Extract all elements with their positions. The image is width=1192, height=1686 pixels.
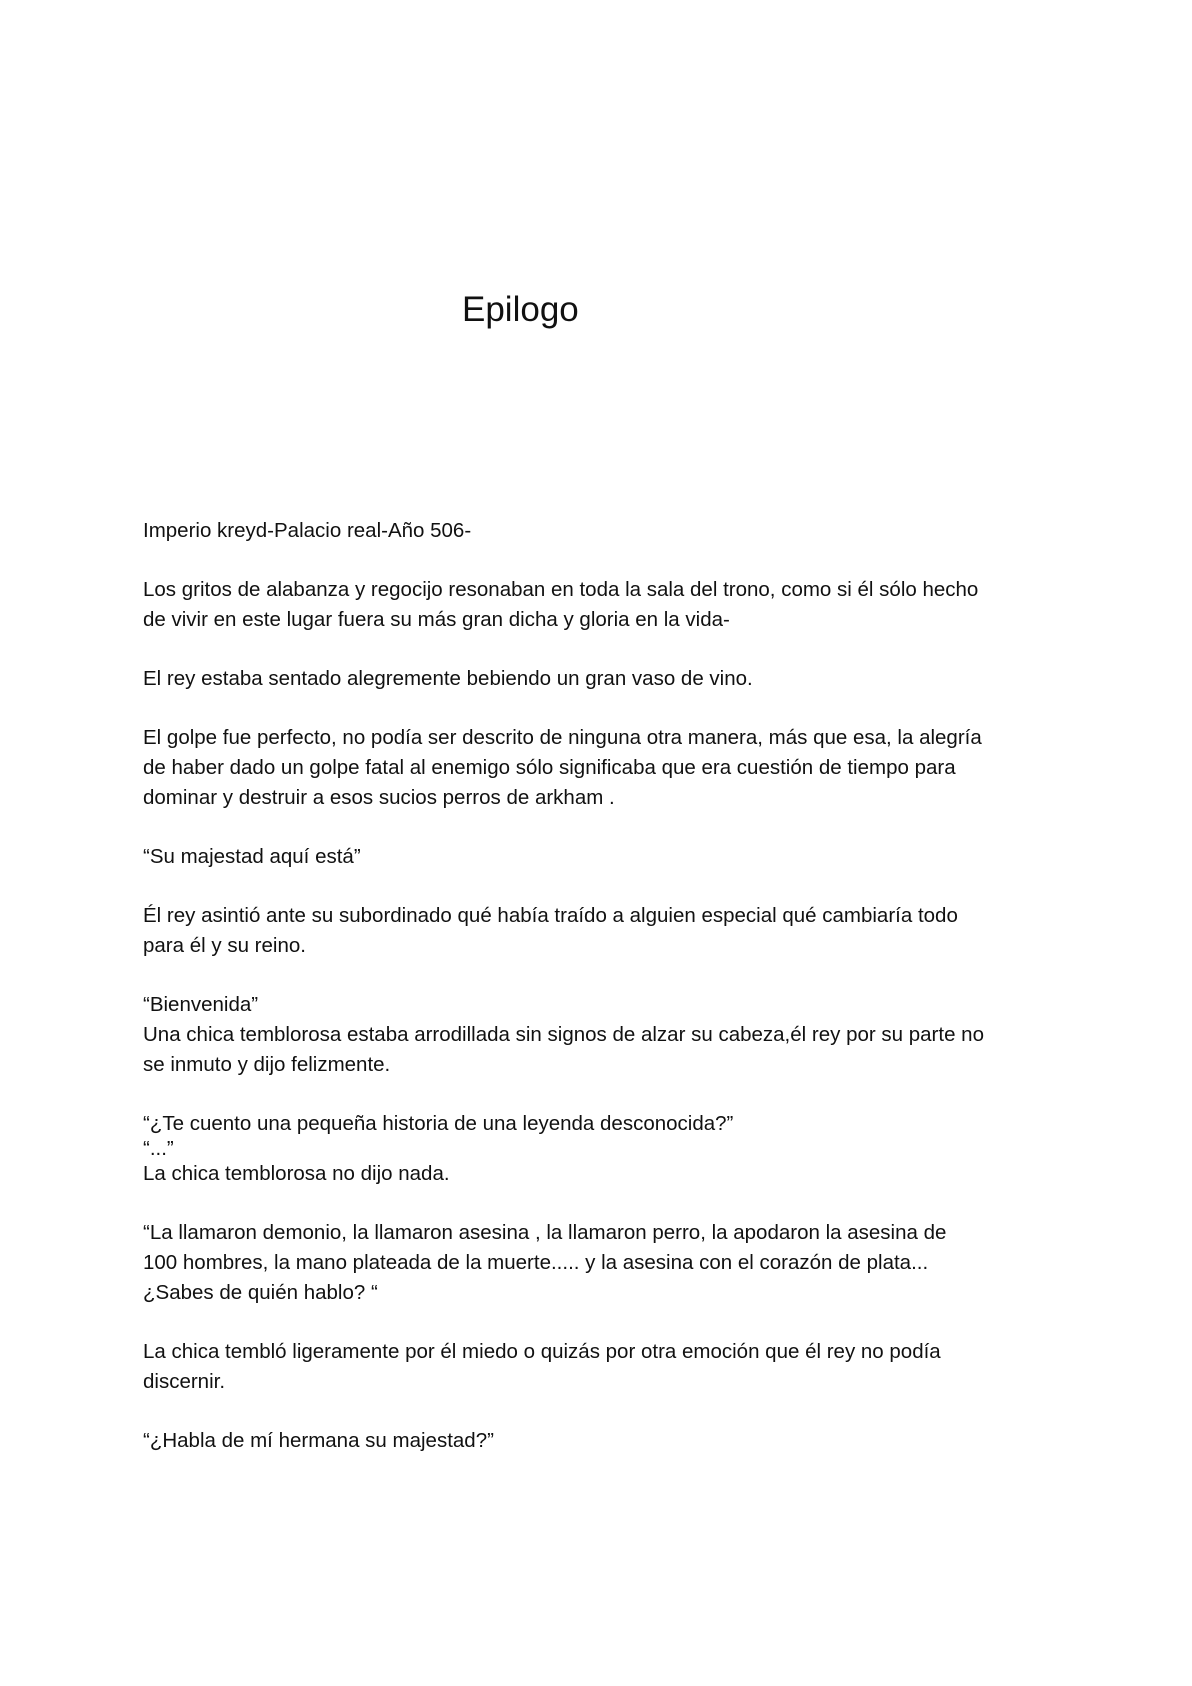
text-line: 100 hombres, la mano plateada de la muerte..... y la asesina con el corazón de plata... — [143, 1251, 929, 1274]
paragraph — [143, 723, 1073, 813]
text-line: Imperio kreyd-Palacio real-Año 506- — [143, 519, 472, 542]
text-line: “Su majestad aquí está” — [143, 845, 361, 868]
text-line: se inmuto y dijo felizmente. — [143, 1053, 391, 1076]
paragraph — [143, 1218, 1073, 1308]
text-line: ¿Sabes de quién hablo? “ — [143, 1281, 378, 1304]
text-line: de vivir en este lugar fuera su más gran dicha y gloria en la vida- — [143, 608, 730, 631]
text-line: La chica tembló ligeramente por él miedo o quizás por otra emoción que él rey no podía — [143, 1340, 941, 1363]
text-line: “Bienvenida” — [143, 993, 259, 1016]
text-line: La chica temblorosa no dijo nada. — [143, 1162, 450, 1185]
paragraph — [143, 575, 1073, 635]
paragraph — [143, 901, 1073, 961]
text-line: El rey estaba sentado alegremente bebiendo un gran vaso de vino. — [143, 667, 753, 690]
paragraph — [143, 1337, 1073, 1397]
text-line: Él rey asintió ante su subordinado qué había traído a alguien especial qué cambiaría todo — [143, 904, 958, 927]
paragraph — [143, 664, 1073, 694]
text-line: Una chica temblorosa estaba arrodillada sin signos de alzar su cabeza,él rey por su parte no — [143, 1023, 984, 1046]
paragraph — [143, 516, 1073, 546]
text-line: discernir. — [143, 1370, 226, 1393]
text-line: de haber dado un golpe fatal al enemigo sólo significaba que era cuestión de tiempo para — [143, 756, 956, 779]
text-line: “La llamaron demonio, la llamaron asesina , la llamaron perro, la apodaron la asesina de — [143, 1221, 947, 1244]
paragraph — [143, 1109, 1073, 1189]
paragraph — [143, 842, 1073, 872]
document-body — [143, 516, 1073, 1456]
paragraph — [143, 1426, 1073, 1456]
text-line: “¿Te cuento una pequeña historia de una leyenda desconocida?” — [143, 1112, 734, 1135]
silence-line: “...” — [143, 1137, 174, 1160]
document-title: Epilogo — [462, 290, 579, 329]
text-line: Los gritos de alabanza y regocijo resonaban en toda la sala del trono, como si él sólo hecho — [143, 578, 979, 601]
text-line: “¿Habla de mí hermana su majestad?” — [143, 1429, 494, 1452]
text-line: dominar y destruir a esos sucios perros de arkham . — [143, 786, 615, 809]
paragraph — [143, 990, 1073, 1080]
text-line: para él y su reino. — [143, 934, 306, 957]
text-line: El golpe fue perfecto, no podía ser descrito de ninguna otra manera, más que esa, la alegría — [143, 726, 982, 749]
